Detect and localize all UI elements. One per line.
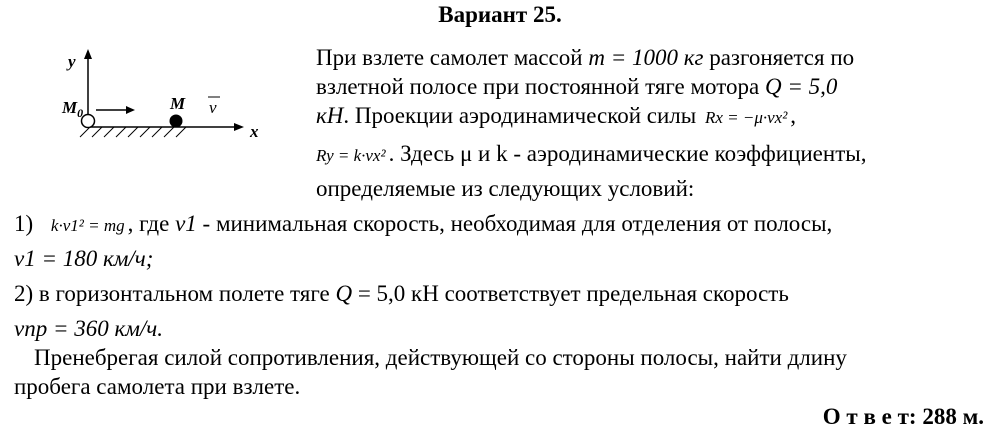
formula-ry: Ry = k·vx² (316, 146, 386, 165)
page-title: Вариант 25. (438, 2, 562, 27)
motion-diagram (0, 45, 270, 150)
text-segment: . Здесь μ и k - аэродинамические коэффициенты, (388, 141, 867, 166)
text-segment: = 5,0 кН соответствует предельная скорость (352, 281, 789, 306)
mass-value: m = 1000 кг (588, 45, 704, 70)
v-label: v (209, 98, 217, 117)
text-segment: разгоняется по (703, 45, 855, 70)
thrust-value: Q = 5,0 (764, 74, 838, 99)
ground-hatch-4 (116, 127, 126, 137)
point-m (170, 115, 183, 128)
ground-hatch-6 (140, 127, 150, 137)
formula-rx: Rx = −μ·vx² (704, 108, 788, 127)
answer (823, 403, 984, 431)
m0-subscript: 0 (77, 106, 84, 120)
answer-value: 288 м. (916, 404, 984, 429)
text-line-4 (313, 140, 866, 170)
x-axis-arrow (234, 123, 244, 131)
y-axis-label: y (68, 52, 76, 71)
text-line-3: кН. Проекции аэродинамической силы Rx = −μ·vx² , (316, 103, 797, 128)
ground-hatch-8 (164, 127, 174, 137)
velocity-arrow-head (126, 106, 135, 114)
text-segment: взлетной полосе при постоянной тяге мотора (316, 74, 765, 99)
text-line-6 (14, 210, 832, 240)
answer-label: О т в е т: (822, 404, 917, 429)
ground-hatch-1 (80, 127, 90, 137)
unit-kn: кН (316, 103, 344, 128)
symbol-q: Q (335, 281, 353, 306)
symbol-v1: v1 (175, 211, 197, 236)
start-point-m0 (82, 115, 95, 128)
text-line-7: v1 = 180 км/ч; (14, 246, 154, 271)
text-line-5: определяемые из следующих условий: (316, 176, 695, 201)
m-label: M (170, 94, 186, 113)
text-line-8 (14, 280, 789, 308)
text-segment: . Проекции аэродинамической силы (343, 103, 702, 128)
text-segment: , где (127, 211, 176, 236)
text-line-9: vпр = 360 км/ч. (14, 316, 164, 341)
text-line-2 (316, 73, 837, 101)
ground-hatch-3 (104, 127, 114, 137)
formula-kv: k·v1² = mg (50, 216, 125, 235)
text-line-11: пробега самолета при взлете. (14, 374, 301, 399)
text-line-1 (316, 44, 854, 72)
ground-hatch-2 (92, 127, 102, 137)
text-segment: При взлете самолет массой (316, 45, 589, 70)
item-number: 1) (14, 211, 34, 236)
y-axis-arrow (84, 49, 92, 59)
x-axis-label: x (250, 122, 259, 141)
ground-hatch-7 (152, 127, 162, 137)
text-line-10: Пренебрегая силой сопротивления, действующей со стороны полосы, найти длину (34, 345, 847, 370)
ground-hatch-5 (128, 127, 138, 137)
text-segment: 2) в горизонтальном полете тяге (14, 281, 336, 306)
text-segment: - минимальная скорость, необходимая для отделения от полосы, (196, 211, 833, 236)
ground-hatch-9 (176, 127, 186, 137)
m0-label: $M_0$ (62, 98, 84, 120)
